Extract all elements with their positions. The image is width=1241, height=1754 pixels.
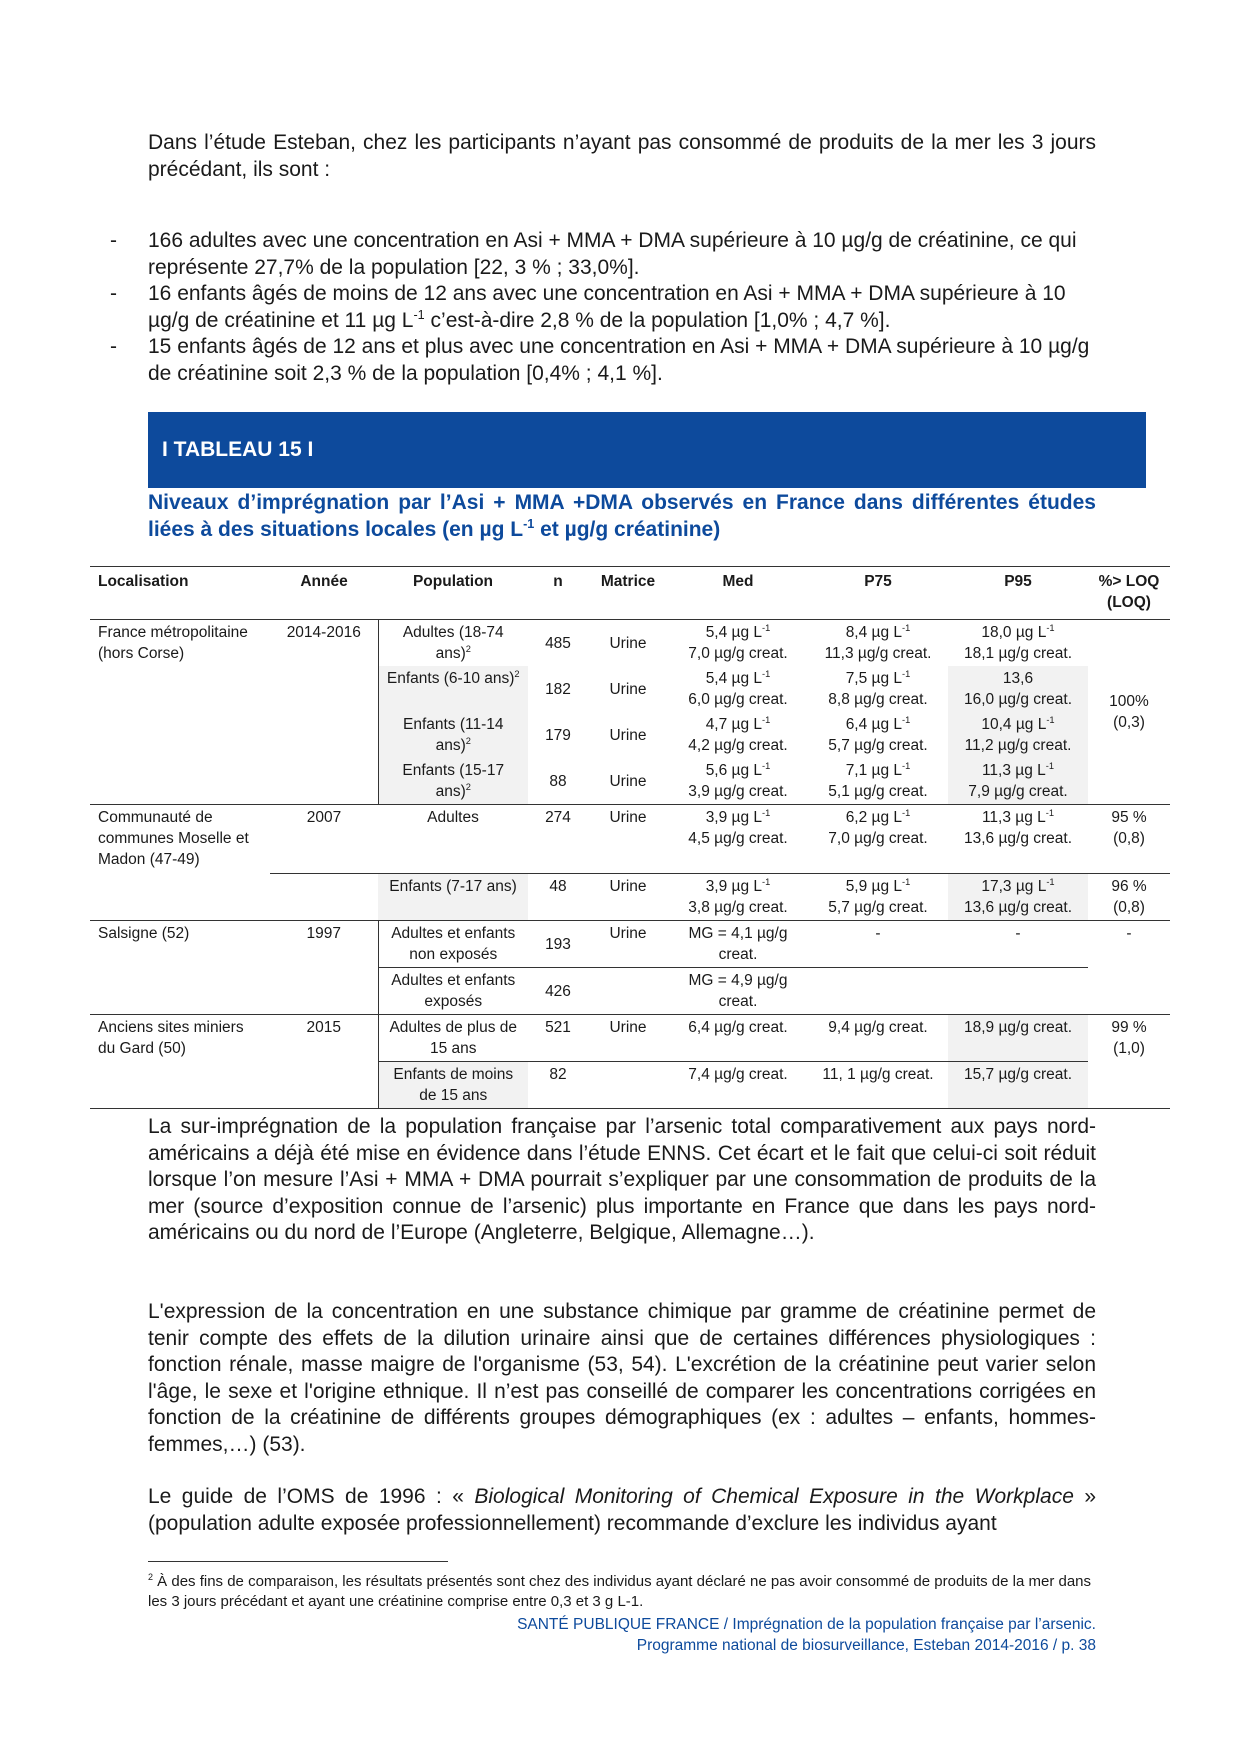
list-item: - 15 enfants âgés de 12 ans et plus avec une concentration en Asi + MMA + DMA supérieure à 10 µg/g de créatinine soit 2,3 % de la population [0,4% ; 4,1 %]. <box>110 335 1090 385</box>
table-title: Niveaux d’imprégnation par l’Asi + MMA +DMA observés en France dans différentes études liées à des situations locales (en µg $L^{-1}$ et µg/g créatinine) <box>148 491 1096 541</box>
table-banner: I TABLEAU 15 I <box>148 412 1146 488</box>
header-cell: n <box>553 573 563 590</box>
header-cell: Med <box>722 573 754 590</box>
impregnation-table <box>90 566 1170 1109</box>
header-cell: P75 <box>864 573 892 590</box>
findings-list <box>110 228 1096 387</box>
header-cell: Localisation <box>98 573 189 590</box>
table-row: Communauté de communes Moselle et Madon (47-49) 2007 Adultes 274 Urine 3,9 µg $L^{-1}$ 4,5 µg/g creat. 6,2 µg $L^{-1}$ 7,0 µg/g creat. 11,3 µg $L^{-1}$ 13,6 µg/g creat. 95 % (0,8) <box>90 805 1170 874</box>
table-header-row <box>90 567 1170 620</box>
intro-paragraph: Dans l’étude Esteban, chez les participants n’ayant pas consommé de produits de la mer les 3 jours précédant, ils sont : <box>148 131 1096 181</box>
list-item: - 16 enfants âgés de moins de 12 ans avec une concentration en Asi + MMA + DMA supérieure à 10 µg/g de créatinine et 11 µg $L^{-1}$ c’est-à-dire 2,8 % de la population [1,0% ; 4,7 %]. <box>110 282 1066 332</box>
header-cell: Matrice <box>600 573 656 590</box>
table-row: Salsigne (52) 1997 Adultes et enfants non exposés 193 Urine MG = 4,1 µg/g creat. - - - <box>90 921 1170 968</box>
table-row: Enfants (15-17 ans)$^2$ 88 Urine 5,6 µg $L^{-1}$ 3,9 µg/g creat. 7,1 µg $L^{-1}$ 5,1 µg/g creat. 11,3 µg $L^{-1}$ 7,9 µg/g creat. <box>90 758 1170 805</box>
header-cell: Population <box>412 573 494 590</box>
header-cell: Année <box>300 573 348 590</box>
table-row: Adultes et enfants exposés 426 MG = 4,9 µg/g creat. <box>90 968 1170 1015</box>
header-cell: P95 <box>1004 573 1032 590</box>
table-row: Enfants de moins de 15 ans 82 7,4 µg/g creat. 11, 1 µg/g creat. 15,7 µg/g creat. <box>90 1062 1170 1109</box>
footnote: $^2$ À des fins de comparaison, les résultats présentés sont chez des individus ayant déclaré ne pas avoir consommé de produits de la mer dans les 3 jours précédant et ayant une créatinine comprise entre 0,3 et 3 g L-1. <box>148 1572 1092 1610</box>
page-footer: SANTÉ PUBLIQUE FRANCE / Imprégnation de la population française par l’arsenic. Programme national de biosurveillance, Esteban 2014-2016 / p. 38 <box>517 1616 1096 1654</box>
paragraph-creatinine: L'expression de la concentration en une substance chimique par gramme de créatinine permet de tenir compte des effets de la dilution urinaire ainsi que de certaines différences physiologiques : fonction rénale, masse maigre de l'organisme (53, 54). L'excrétion de la créatinine peut varier selon l'âge, le sexe et l'origine ethnique. Il n’est pas conseillé de comparer les concentrations corrigées en fonction de la créatinine de différents groupes démographiques (ex : adultes – enfants, hommes-femmes,…) (53). <box>148 1300 1096 1456</box>
footnote-rule <box>148 1561 448 1562</box>
table-row: Enfants (6-10 ans)$^2$ 182 Urine 5,4 µg $L^{-1}$ 6,0 µg/g creat. 7,5 µg $L^{-1}$ 8,8 µg/g creat. 13,6 16,0 µg/g creat. <box>90 666 1170 712</box>
list-item: - 166 adultes avec une concentration en Asi + MMA + DMA supérieure à 10 µg/g de créatinine, ce qui représente 27,7% de la population [22, 3 % ; 33,0%]. <box>110 229 1077 279</box>
table-row: Anciens sites miniers du Gard (50) 2015 Adultes de plus de 15 ans 521 Urine 6,4 µg/g creat. 9,4 µg/g creat. 18,9 µg/g creat. 99 % (1,0) <box>90 1015 1170 1062</box>
table-row: Enfants (11-14 ans)$^2$ 179 Urine 4,7 µg $L^{-1}$ 4,2 µg/g creat. 6,4 µg $L^{-1}$ 5,7 µg/g creat. 10,4 µg $L^{-1}$ 11,2 µg/g creat. <box>90 712 1170 758</box>
paragraph-enns: La sur-imprégnation de la population française par l’arsenic total comparativement aux pays nord-américains a déjà été mise en évidence dans l’étude ENNS. Cet écart et le fait que celui-ci soit réduit lorsque l’on mesure l’Asi + MMA + DMA pourrait s’expliquer par une consommation de produits de la mer (source d’exposition connue de l’arsenic) plus importante en France que dans les pays nord-américains ou du nord de l’Europe (Angleterre, Belgique, Allemagne…). <box>148 1115 1096 1244</box>
header-cell: %> LOQ (LOQ) <box>1098 573 1160 611</box>
table-row: France métropolitaine (hors Corse) 2014-2016 Adultes (18-74 ans)$^2$ 485 Urine 5,4 µg $L^{-1}$ 7,0 µg/g creat. 8,4 µg $L^{-1}$ 11,3 µg/g creat. 18,0 µg $L^{-1}$ 18,1 µg/g creat. 100% (0,3) <box>90 620 1170 667</box>
paragraph-oms: Le guide de l’OMS de 1996 : « Biological Monitoring of Chemical Exposure in the Workplace » (population adulte exposée professionnellement) recommande d’exclure les individus ayant <box>148 1485 1096 1535</box>
table-row: Enfants (7-17 ans) 48 Urine 3,9 µg $L^{-1}$ 3,8 µg/g creat. 5,9 µg $L^{-1}$ 5,7 µg/g creat. 17,3 µg $L^{-1}$ 13,6 µg/g creat. 96 % (0,8) <box>90 874 1170 921</box>
